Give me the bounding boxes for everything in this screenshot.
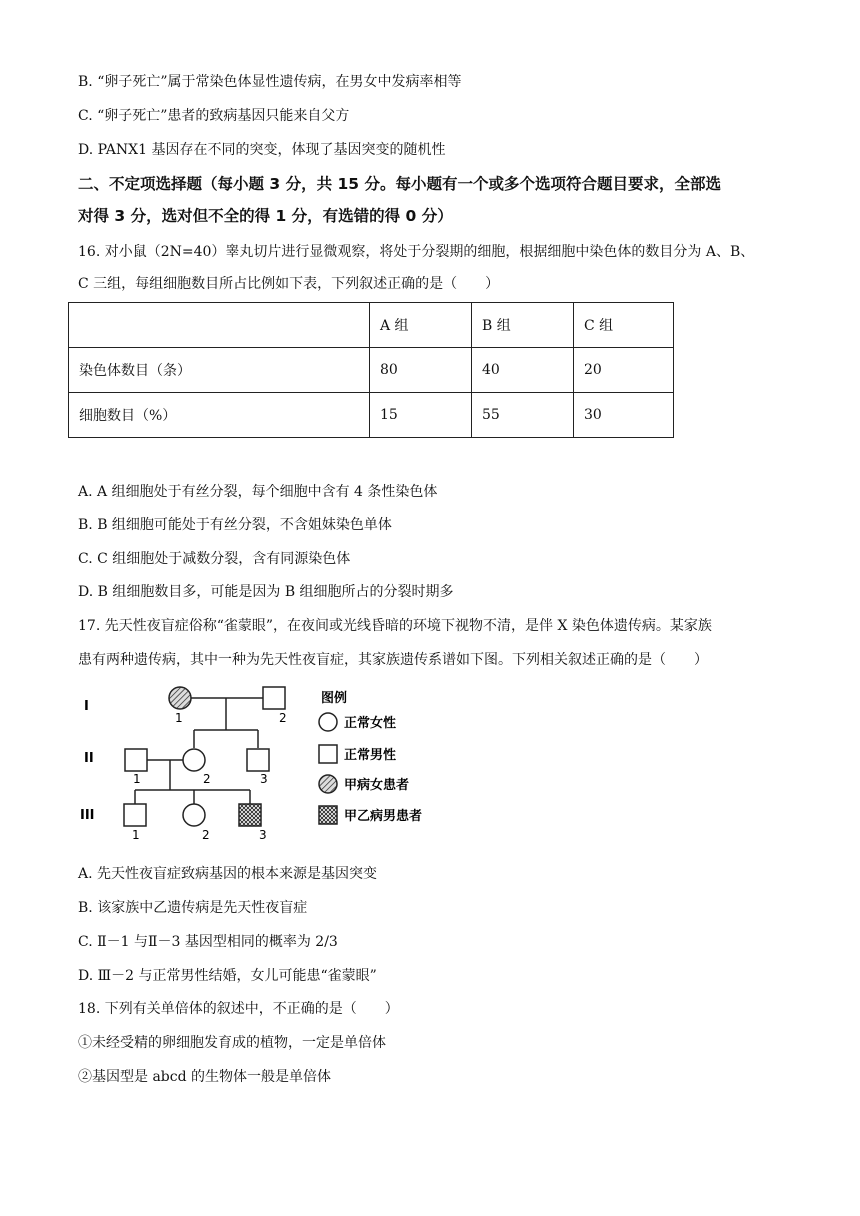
table-header-row (69, 303, 674, 348)
table-cell: 15 (370, 393, 472, 438)
pedigree-number: 1 (133, 772, 141, 786)
q17-option-d: D. Ⅲ－2 与正常男性结婚，女儿可能患“雀蒙眼” (78, 968, 377, 984)
q16-option-c: C. C 组细胞处于减数分裂，含有同源染色体 (78, 551, 351, 567)
q17-option-c: C. Ⅱ－1 与Ⅱ－3 基因型相同的概率为 2/3 (78, 934, 338, 950)
table-cell: 30 (574, 393, 674, 438)
prev-option-c: C. “卵子死亡”患者的致病基因只能来自父方 (78, 108, 350, 124)
table-cell: 55 (472, 393, 574, 438)
q18-item-2: ②基因型是 abcd 的生物体一般是单倍体 (78, 1069, 332, 1085)
pedigree-number: 1 (175, 711, 183, 725)
table-row (69, 393, 674, 438)
table-cell: B 组 (472, 303, 574, 348)
legend-disease-a-female-symbol (319, 775, 337, 793)
pedigree-number: 1 (132, 828, 140, 842)
legend-title: 图例 (321, 691, 348, 706)
q17-option-b: B. 该家族中乙遗传病是先天性夜盲症 (78, 900, 308, 916)
legend-disease-ab-male-label: 甲乙病男患者 (344, 809, 423, 824)
q17-stem-line1: 17. 先天性夜盲症俗称“雀蒙眼”，在夜间或光线昏暗的环境下视物不清，是伴 X 染色体遗传病。某家族 (78, 618, 712, 634)
section-2-heading-line2: 对得 3 分，选对但不全的得 1 分，有选错的得 0 分） (78, 207, 453, 225)
pedigree-iii1-male (124, 804, 146, 826)
pedigree-ii3-male (247, 749, 269, 771)
legend-normal-female-symbol (319, 713, 337, 731)
pedigree-i2-male (263, 687, 285, 709)
q18-item-1: ①未经受精的卵细胞发育成的植物，一定是单倍体 (78, 1035, 386, 1051)
table-cell: C 组 (574, 303, 674, 348)
pedigree-number: 2 (202, 828, 210, 842)
pedigree-chart (78, 682, 458, 842)
q18-stem: 18. 下列有关单倍体的叙述中，不正确的是（ ） (78, 1001, 399, 1017)
table-cell: A 组 (370, 303, 472, 348)
table-cell: 染色体数目（条） (69, 348, 370, 393)
table-cell: 20 (574, 348, 674, 393)
prev-option-b: B. “卵子死亡”属于常染色体显性遗传病，在男女中发病率相等 (78, 74, 462, 90)
q16-table (68, 302, 674, 438)
pedigree-iii3-affected-male (239, 804, 261, 826)
q16-stem-line2: C 三组，每组细胞数目所占比例如下表，下列叙述正确的是（ ） (78, 276, 500, 292)
q16-option-b: B. B 组细胞可能处于有丝分裂，不含姐妹染色单体 (78, 517, 392, 533)
table-cell: 40 (472, 348, 574, 393)
legend-normal-male-label: 正常男性 (344, 748, 397, 763)
table-cell: 80 (370, 348, 472, 393)
q17-option-a: A. 先天性夜盲症致病基因的根本来源是基因突变 (78, 866, 378, 882)
pedigree-iii2-female (183, 804, 205, 826)
section-2-heading-line1: 二、不定项选择题（每小题 3 分，共 15 分。每小题有一个或多个选项符合题目要求，全部选 (78, 175, 721, 193)
legend-normal-male-symbol (319, 745, 337, 763)
generation-label-1: I (84, 699, 89, 714)
pedigree-number: 3 (259, 828, 267, 842)
prev-option-d: D. PANX1 基因存在不同的突变，体现了基因突变的随机性 (78, 142, 446, 158)
q16-stem-line1: 16. 对小鼠（2N=40）睾丸切片进行显微观察，将处于分裂期的细胞，根据细胞中染色体的数目分为 A、B、 (78, 244, 755, 260)
legend-disease-ab-male-symbol (319, 806, 337, 824)
q16-option-d: D. B 组细胞数目多，可能是因为 B 组细胞所占的分裂时期多 (78, 584, 454, 600)
legend-disease-a-female-label: 甲病女患者 (344, 778, 410, 793)
pedigree-number: 2 (279, 711, 287, 725)
pedigree-ii1-male (125, 749, 147, 771)
table-cell (69, 303, 370, 348)
legend-normal-female-label: 正常女性 (344, 716, 397, 731)
pedigree-number: 3 (260, 772, 268, 786)
pedigree-ii2-female (183, 749, 205, 771)
q17-stem-line2: 患有两种遗传病，其中一种为先天性夜盲症，其家族遗传系谱如下图。下列相关叙述正确的是（ ） (78, 652, 708, 668)
pedigree-i1-affected-female (169, 687, 191, 709)
generation-label-3: III (80, 808, 95, 823)
pedigree-number: 2 (203, 772, 211, 786)
generation-label-2: II (84, 751, 94, 766)
table-cell: 细胞数目（%） (69, 393, 370, 438)
table-row (69, 348, 674, 393)
q16-option-a: A. A 组细胞处于有丝分裂，每个细胞中含有 4 条性染色体 (78, 484, 438, 500)
